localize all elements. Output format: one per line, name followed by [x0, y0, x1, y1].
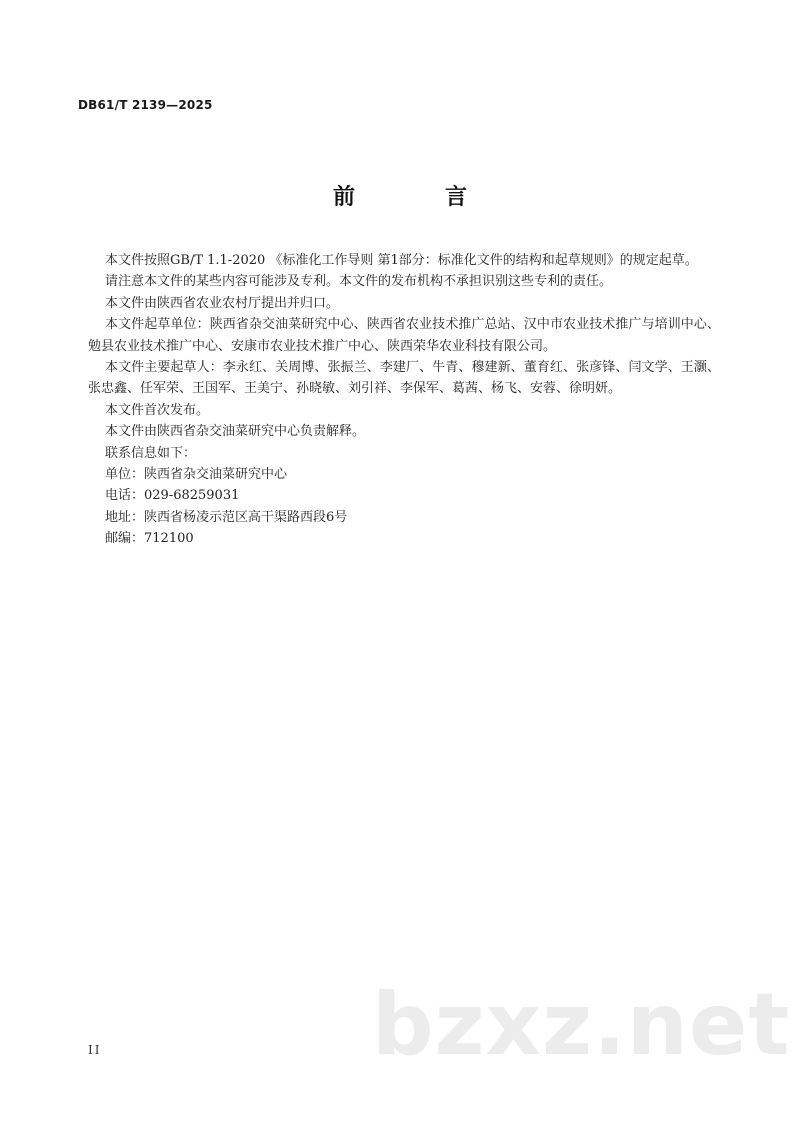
document-id: DB61/T 2139—2025: [78, 98, 213, 112]
paragraph-drafting-units: 本文件起草单位：陕西省杂交油菜研究中心、陕西省农业技术推广总站、汉中市农业技术推广与培训中心、勉县农业技术推广中心、安康市农业技术推广中心、陕西荣华农业科技有限公司。: [88, 317, 720, 354]
page-number: II: [88, 1043, 102, 1057]
paragraph-first-release: 本文件首次发布。: [105, 402, 210, 418]
contact-postcode: 邮编：712100: [105, 531, 194, 547]
paragraph-drafting-basis: 本文件按照GB/T 1.1-2020 《标准化工作导则 第1部分：标准化文件的结构和起草规则》的规定起草。: [105, 253, 698, 268]
page-title: 前 言: [332, 185, 501, 210]
contact-phone: 电话：029-68259031: [105, 488, 240, 504]
paragraph-interpretation: 本文件由陕西省杂交油菜研究中心负责解释。: [105, 424, 366, 440]
paragraph-drafters: 本文件主要起草人：李永红、关周博、张振兰、李建厂、牛青、穆建新、董育红、张彦锋、闫文学、王灏、张忠鑫、任军荣、王国军、王美宁、孙晓敏、刘引祥、李保军、葛茜、杨飞、安蓉、徐明妍。: [88, 360, 720, 397]
contact-address: 地址：陕西省杨凌示范区高干渠路西段6号: [105, 509, 348, 525]
watermark: bzxz.net: [372, 975, 791, 1075]
paragraph-proposer: 本文件由陕西省农业农村厅提出并归口。: [105, 295, 340, 311]
foreword-body: [88, 250, 720, 550]
contact-unit: 单位：陕西省杂交油菜研究中心: [105, 467, 288, 483]
paragraph-patent-notice: 请注意本文件的某些内容可能涉及专利。本文件的发布机构不承担识别这些专利的责任。: [105, 274, 613, 290]
paragraph-contact-heading: 联系信息如下：: [105, 445, 197, 461]
